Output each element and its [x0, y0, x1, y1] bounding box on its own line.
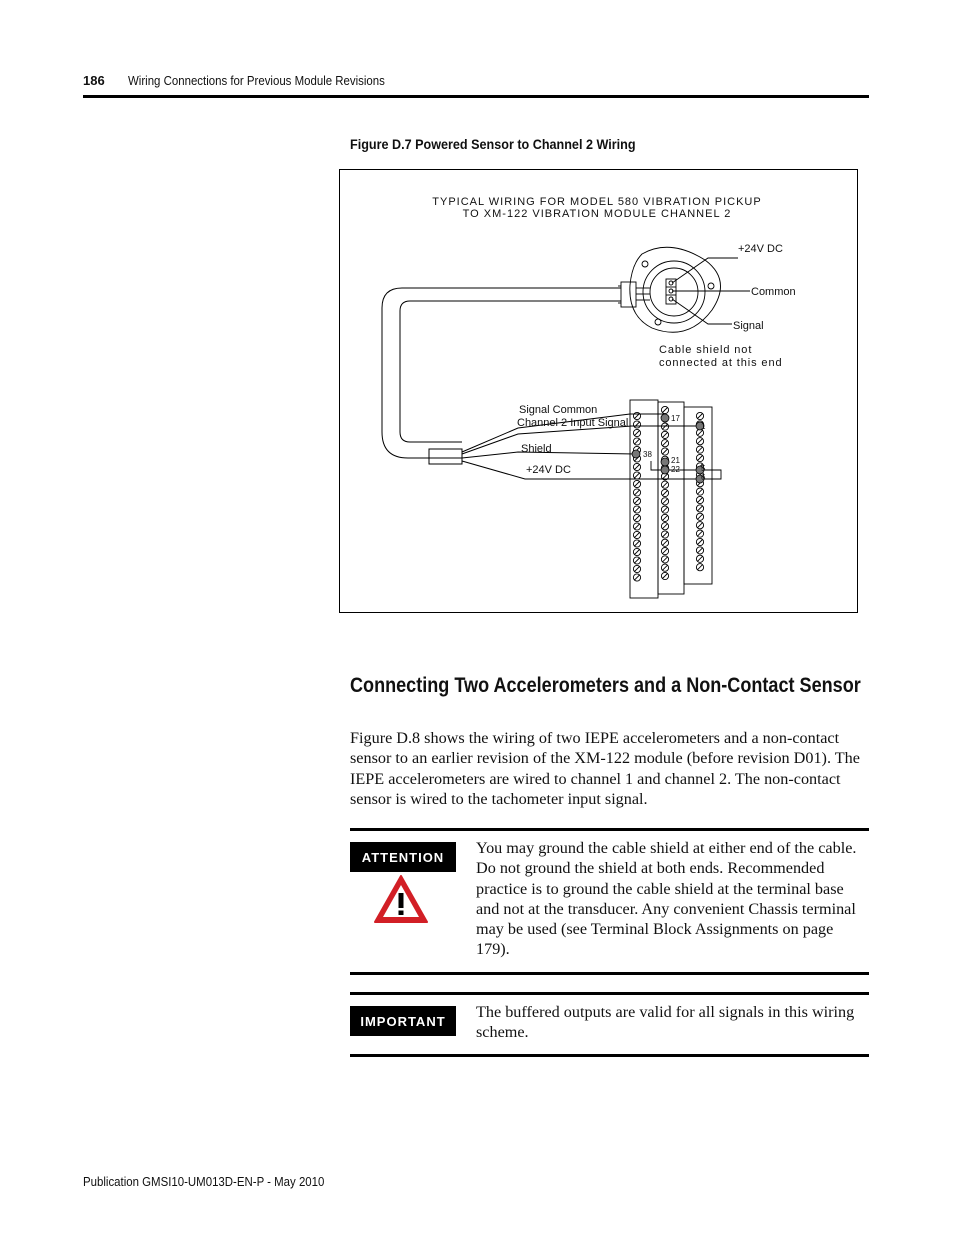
terminal-screw-slot	[635, 431, 640, 436]
wire-label-signal-common: Signal Common	[519, 404, 598, 416]
terminal-screw-slot	[698, 489, 703, 494]
terminal-screw-slot	[663, 565, 668, 570]
terminal-screw-slot	[635, 439, 640, 444]
terminal-screw-slot	[635, 541, 640, 546]
terminal-screw-slot	[663, 532, 668, 537]
terminal-screw-slot	[698, 523, 703, 528]
attention-bottom-rule	[350, 972, 869, 975]
terminal-screw-slot	[663, 515, 668, 520]
section-heading: Connecting Two Accelerometers and a Non-Contact Sensor	[350, 674, 861, 697]
wire-label-shield: Shield	[521, 443, 552, 455]
sensor-label-common: Common	[751, 286, 796, 298]
wiring-diagram-svg	[340, 170, 857, 612]
wire-label-channel-input: Channel 2 Input Signal	[517, 417, 629, 429]
terminal-screw-slot	[635, 550, 640, 555]
shield-note-line1: Cable shield not	[659, 344, 753, 356]
terminal-screw-slot	[698, 430, 703, 435]
terminal-screw-slot	[698, 456, 703, 461]
terminal-screw-slot	[698, 565, 703, 570]
vibration-pickup-sensor	[618, 247, 750, 332]
terminal-screw-slot	[635, 558, 640, 563]
terminal-base	[630, 400, 721, 598]
terminal-screw-slot	[635, 567, 640, 572]
terminal-screw-slot	[635, 516, 640, 521]
body-paragraph: Figure D.8 shows the wiring of two IEPE accelerometers and a non-contact sensor to an earlier revision of the XM-122 module (before revision D01). The IEPE accelerometers are wired to channel 1 and channel 2. The non-contact sensor is wired to the tachometer input signal.	[350, 729, 860, 808]
terminal-screw-slot	[663, 432, 668, 437]
terminal-screw-slot	[663, 449, 668, 454]
terminal-screw-slot	[698, 447, 703, 452]
terminal-screw-slot	[635, 490, 640, 495]
terminal-17-label: 17	[671, 414, 680, 423]
terminal-5-label: 5	[701, 464, 706, 473]
terminal-screw-slot	[663, 424, 668, 429]
terminal-screw-slot	[663, 408, 668, 413]
terminal-screw-slot	[635, 482, 640, 487]
terminal-1-label: 1	[701, 422, 706, 431]
header-rule	[83, 95, 869, 98]
sensor-label-plus24: +24V DC	[738, 243, 783, 255]
attention-top-rule	[350, 828, 869, 831]
terminal-screw-slot	[663, 507, 668, 512]
terminal-screw-slot	[635, 473, 640, 478]
terminal-screw-slot	[698, 506, 703, 511]
terminal-screw-slot	[663, 441, 668, 446]
running-title: Wiring Connections for Previous Module Revisions	[128, 73, 385, 88]
page-number: 186	[83, 73, 105, 88]
terminal-screw-slot	[635, 499, 640, 504]
terminal-screw-slot	[698, 540, 703, 545]
terminal-screw-slot	[663, 491, 668, 496]
terminal-22-label: 22	[671, 465, 680, 474]
wiring-diagram	[339, 169, 858, 613]
sensor-label-signal: Signal	[733, 320, 764, 332]
terminal-screw-slot	[635, 533, 640, 538]
terminal-screw-slot	[663, 540, 668, 545]
important-badge: IMPORTANT	[350, 1006, 456, 1036]
important-bottom-rule	[350, 1054, 869, 1057]
terminal-screw-slot	[635, 465, 640, 470]
terminal-screw-slot	[663, 549, 668, 554]
wire-label-plus24: +24V DC	[526, 464, 571, 476]
diagram-title-line1: TYPICAL WIRING FOR MODEL 580 VIBRATION PICKUP	[432, 196, 762, 208]
important-top-rule	[350, 992, 869, 995]
terminal-screw-slot	[663, 482, 668, 487]
terminal-screw-slot	[698, 548, 703, 553]
diagram-title-line2: TO XM-122 VIBRATION MODULE CHANNEL 2	[462, 208, 732, 220]
terminal-6-label: 6	[701, 473, 706, 482]
terminal-screw-slot	[698, 439, 703, 444]
terminal-screw-slot	[635, 575, 640, 580]
terminal-screw-slot	[663, 524, 668, 529]
terminal-screw-slot	[663, 474, 668, 479]
terminal-screw-slot	[698, 556, 703, 561]
figure-caption: Figure D.7 Powered Sensor to Channel 2 Wiring	[350, 136, 636, 152]
terminal-38-label: 38	[643, 450, 652, 459]
attention-badge: ATTENTION	[350, 842, 456, 872]
terminal-screw-slot	[635, 524, 640, 529]
publication-footer: Publication GMSI10-UM013D-EN-P - May 2010	[83, 1174, 325, 1189]
terminal-screw-slot	[698, 498, 703, 503]
terminal-screw-slot	[698, 414, 703, 419]
shield-note-line2: connected at this end	[659, 357, 783, 369]
terminal-screw-slot	[663, 557, 668, 562]
terminal-screw-slot	[663, 574, 668, 579]
terminal-21-label: 21	[671, 456, 680, 465]
warning-triangle-icon	[373, 874, 429, 924]
terminal-screw-slot	[698, 531, 703, 536]
terminal-screw-slot	[635, 507, 640, 512]
important-text: The buffered outputs are valid for all signals in this wiring scheme.	[476, 1003, 855, 1042]
attention-text: You may ground the cable shield at either end of the cable. Do not ground the shield at both ends. Recommended practice is to ground the cable shield at the terminal base and not at the transducer. Any convenient Chassis terminal may be used (see Terminal Block Assignments on page 179).	[476, 839, 857, 959]
terminal-screw-slot	[698, 514, 703, 519]
terminal-screw-slot	[663, 499, 668, 504]
